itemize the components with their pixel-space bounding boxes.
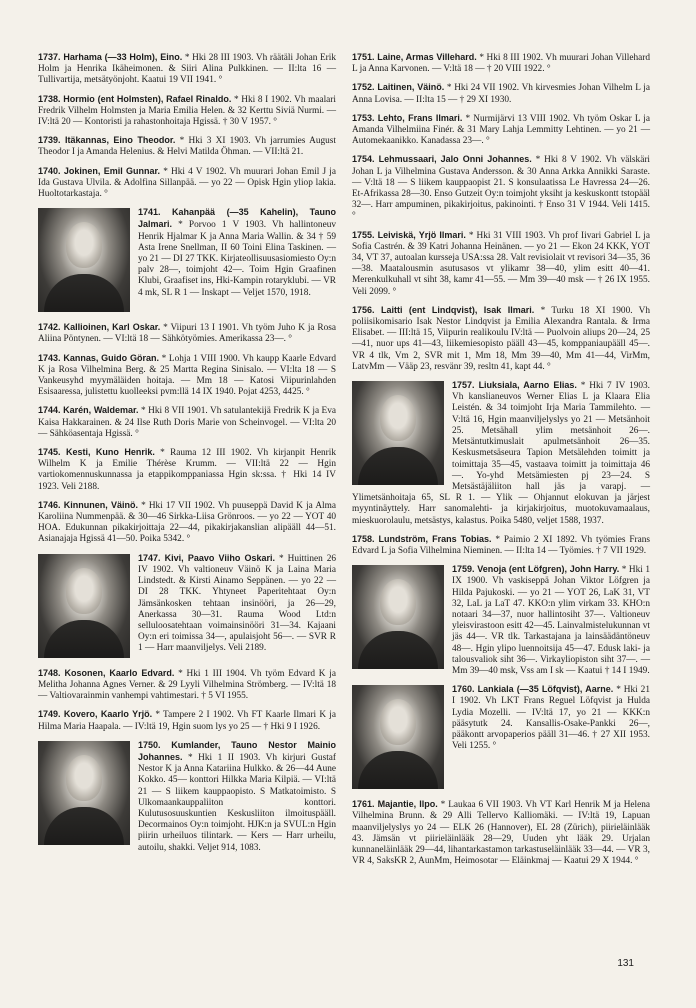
portrait-photo <box>352 685 444 789</box>
entry-name: 1752. Laitinen, Väinö. <box>352 82 445 93</box>
entry-name: 1744. Karén, Waldemar. <box>38 405 139 416</box>
biography-entry-1754 <box>352 154 650 222</box>
entry-text: * Turku 18 XI 1900. Vh poliisikomisario Isak Nestor Lindqvist ja Emilia Alexandra Rantala. & Irma Elisabet. — III:ltä 15, Viipurin realikoulu IV:ltä — Puolvoin aliups 20—24, 25—41, nuor ups 41—43, liikemiesopisto pääll 43—45, komppaniaupääll 45—. VR 4 tlk, Vm 2, SVR mit 1, Mm 18, Mm 39—40, Mm 41—44, VirMm, LatvMm — Vääp 23, resvänr 39, resltn 41, kapt 44. ° <box>352 305 651 372</box>
biography-entry-1760 <box>352 684 650 792</box>
biography-entry-1752 <box>352 82 650 105</box>
entry-text: * Tampere 2 I 1902. Vh FT Kaarle Ilmari K ja Hilma Maria Haapala. — IV:ltä 19, Hgin suom lys yo 25 — † Hki 9 I 1926. <box>38 710 336 732</box>
biography-entry-1742 <box>38 322 336 345</box>
entry-text: * Hki 8 III 1902. Vh muurari Johan Villehard L ja Anna Karvonen. — V:ltä 18 — † 20 VIII 1922. ° <box>352 53 650 75</box>
entry-text: * Hki 1 III 1904. Vh työm Edvard K ja Melitha Johanna Agnes Verner. & 29 Lyyli Vilhelmina Strömberg. — IV:ltä 18 — Valtiovarainmin vanhempi vahtimestari. † 5 VI 1955. <box>38 668 336 702</box>
entry-name: 1738. Hormio (ent Holmsten), Rafael Rinaldo. <box>38 93 232 104</box>
entry-name: 1753. Lehto, Frans Ilmari. <box>352 112 463 123</box>
portrait-photo <box>38 554 130 658</box>
entry-text: * Nurmijärvi 13 VIII 1902. Vh työm Oskar L ja Amanda Vilhelmiina Finér. & 31 Mary Lahja Lemmitty Lehtinen. — yo 21 — Automekaanikko. Kanadassa 23—. ° <box>352 113 650 147</box>
entry-name: 1737. Harhama (—33 Holm), Eino. <box>38 52 183 62</box>
portrait-photo <box>352 565 444 669</box>
entry-text: * Hki 8 I 1902. Vh maalari Fredrik Vilhelm Holmsten ja Maria Emilia Helen. & 32 Kerttu Siviä Nurmi. — IV:ltä 20 — Kontoristi ja rahastonhoitaja Hgissä. † 30 V 1957. ° <box>38 94 336 128</box>
entry-name: 1741. Kahanpää (—35 Kahelin), Tauno Jalmari. <box>138 207 336 230</box>
right-column <box>352 52 650 874</box>
biography-entry-1756 <box>352 305 650 373</box>
biography-entry-1740 <box>38 166 336 201</box>
biography-entry-1757 <box>352 380 650 527</box>
entry-name: 1755. Leiviskä, Yrjö Ilmari. <box>352 229 466 240</box>
biography-entry-1751 <box>352 52 650 75</box>
entry-name: 1757. Liuksiala, Aarno Elias. <box>452 380 577 391</box>
entry-text: * Hki 8 VII 1901. Vh satulantekijä Fredrik K ja Eva Kaisa Hakkarainen. & 24 Ilse Ruth Doris Marie von Scheinvogel. — VI:lta 20 — Sähköasentaja Hgissä. ° <box>38 406 336 439</box>
entry-name: 1748. Kosonen, Kaarlo Edvard. <box>38 667 175 678</box>
entry-text: * Hki 1 IX 1900. Vh vaskiseppä Johan Viktor Löfgren ja Hilda Pajukoski. — yo 21 — YOT 26, LaK 31, VT 32, LaL ja LaT 47. KKO:n ylim virkam 33. KHO:n notaari 34—37, nuor hallintosiht 37—. Valtioneuv yleisvirastoon esitt 42—45. Lainvalmistelukunnan vt jäs 44—. VR tlk. Tarkastajana ja lainsäädäntöneuv 48—. Hgin ylipo luennoitsija 45—47. Edusk laki- ja talousvaliok siht 36—. Virkayliopiston siht 37—. — Mm 39—40 msk, Vss am I sk — Kaatui † 14 I 1949. <box>452 565 650 676</box>
entry-text: * Hki 3 XI 1903. Vh jarrumies August Theodor I ja Amanda Helenius. & Helvi Matilda Öhman. — VII:ltä 21. <box>38 136 337 158</box>
biography-entry-1744 <box>38 405 336 440</box>
entry-name: 1745. Kesti, Kuno Henrik. <box>38 447 155 458</box>
portrait-photo <box>38 741 130 845</box>
biography-entry-1748 <box>38 668 336 703</box>
biography-entry-1739 <box>38 135 336 158</box>
entry-name: 1750. Kumlander, Tauno Nestor Mainio Johannes. <box>138 739 336 762</box>
entry-name: 1747. Kivi, Paavo Viiho Oskari. <box>138 552 276 563</box>
entry-name: 1759. Venoja (ent Löfgren), John Harry. <box>452 564 620 575</box>
biography-entry-1738 <box>38 94 336 129</box>
biography-entry-1750 <box>38 740 336 854</box>
entry-name: 1739. Itäkannas, Eino Theodor. <box>38 135 176 146</box>
entry-name: 1760. Lankiala (—35 Löfqvist), Aarne. <box>452 684 614 695</box>
left-column <box>38 52 336 861</box>
entry-text: * Paimio 2 XI 1892. Vh työmies Frans Edvard L ja Sofia Vilhelmina Nieminen. — II:lta 14 — Työmies. † 7 VII 1929. <box>352 534 650 556</box>
entry-name: 1758. Lundström, Frans Tobias. <box>352 533 492 544</box>
entry-text: * Hki 7 IV 1903. Vh kanslianeuvos Werner Elias L ja Klaara Elia Leistén. & 34 toimjoht Irja Maria Tammilehto. — V:ltä 16, Hgin maanviljelyslys yo 21 — Metsänhoit 25. Metsähall ylim metsänhoit 26—. Metsäntutkimuslait apulmetsänhoit 26—35. Keskusmetsäseura Tapion Metsälehden toimitt ja toimittaja 35—45, vastaava toimitt ja toimittaja 46—. Yo-yhd Metsämiesten pj 23—24. S Metsästäjäliiton hall jäs ja varapj. — Ylimetsänhoitaja 65, SL R 1. — Ylik — Ohjannut elokuvan ja järjest myyntinäyttely. Harr sanomalehti- ja kirjakirjoitus, muotokuvamaalaus, mieskuorolaulu, metsästys, kalastus. Poika 5480, veljet 1588, 1937. <box>352 381 650 526</box>
entry-text: * Lohja 1 VIII 1900. Vh kaupp Kaarle Edvard K ja Rosa Vilhelmina Berg. & 25 Martta Regina Sinisalo. — VI:lta 18 — S Vankeusyhd myymäläiden hoitaja. — Mm 18 — Katosi Viipurinlahden Esisaaressa, julistettu kuolleeksi pvm:llä 14 IX 1940. Pojat 4253, 4425. ° <box>38 353 336 398</box>
biography-entry-1755 <box>352 230 650 298</box>
biography-entry-1759 <box>352 564 650 677</box>
entry-text: * Hki 24 VII 1902. Vh kirvesmies Johan Vilhelm L ja Anna Lovisa. — II:lta 15 — † 29 XI 1930. <box>352 83 651 105</box>
entry-text: * Rauma 12 III 1902. Vh kirjanpit Henrik Wilhelm K ja Emilie Thérèse Krumm. — VII:ltä 22 — Hgin vartiokomennuskunnassa ja etappikomppaniassa Hgin sk:ssa. † Hki 14 IV 1923. Veli 2188. <box>38 448 337 492</box>
entry-name: 1740. Jokinen, Emil Gunnar. <box>38 165 161 176</box>
entry-text: * Huittinen 26 IV 1902. Vh valtioneuv Väinö K ja Laina Maria Lindstedt. & Kirsti Ainamo Seppänen. — yo 22 — DI 28 TKK. Yhtyneet Paperitehtaat Oy:n Jämsänkosken tehtaan insinööri, ja 26—29, Anerkassa 30—31. Rauma Wood Ltd:n selluloosatehtaan voimainsinööri 31—34. Kajaani Oy:n eri toimissa 34—, apulaisjoht 56—. — SVR R 1 — Harr maanviljelys. Veli 2189. <box>138 553 337 654</box>
biography-entry-1746 <box>38 500 336 546</box>
page-number: 131 <box>617 958 634 969</box>
entry-name: 1756. Laitti (ent Lindqvist), Isak Ilmari. <box>352 304 535 315</box>
entry-name: 1742. Kallioinen, Karl Oskar. <box>38 322 161 333</box>
entry-name: 1751. Laine, Armas Villehard. <box>352 52 477 62</box>
entry-text: * Porvoo 1 V 1903. Vh hallintoneuv Henrik Hjalmar K ja Anna Maria Wallin. & 34 † 59 Asta Irene Snellman, II 60 Toini Elina Taskinen. — yo 21 — DI 27 TKK. Kirjateollisuusasiomiesto Oy:n palv 28—, toimjoht 42—. Toim Hgin Graafinen Klubi, Graafiset ins, Hki-Kampin rotaryklubi. — VR 4 mk, SL R 1 — Inskapt — Veljet 1570, 1918. <box>138 220 336 298</box>
biography-entry-1758 <box>352 534 650 557</box>
portrait-photo <box>38 208 130 312</box>
biography-entry-1741 <box>38 207 336 315</box>
entry-name: 1749. Kovero, Kaarlo Yrjö. <box>38 709 153 720</box>
entry-text: * Hki 21 I 1902. Vh LKT Frans Reguel Löfqvist ja Hulda Lydia Mozelli. — IV:ltä 17, yo 21 — KKK:n pääsytutk 24. Kansallis-Osake-Pankki 26—, pääkontt arvopaperios pääll 31—46. † 27 XII 1953. Veli 1255. ° <box>452 685 650 752</box>
entry-name: 1746. Kinnunen, Väinö. <box>38 499 139 510</box>
entry-name: 1761. Majantie, Ilpo. <box>352 799 438 810</box>
entry-text: * Hki 31 VIII 1903. Vh prof Iivari Gabriel L ja Sofia Castrén. & 39 Katri Johanna Heinänen. — yo 21 — Ekon 24 KKK, YOT 34, VT 37, autoalan kursseja USA:ssa 28. Valt revisiolait vt revisori 34—35, 36—38. Maatalousmin asutusasos vt ylikamr 38—40, ylim esitt 40—41. Merenkulkuhall vt siht 38, kamr 41—55. — Mm 39—40 msk — † 26 IX 1955. Veli 2099. ° <box>352 230 651 297</box>
biography-entry-1745 <box>38 447 336 493</box>
biography-entry-1737 <box>38 52 336 87</box>
entry-text: * Hki 1 II 1903. Vh kirjuri Gustaf Nestor K ja Anna Katariina Hulkko. & 26—44 Aune Kokko. 45— konttori Hilkka Maria Kilpiä. — VI:ltä 21 — S liikem kauppaopisto. S Matkatoimisto. S Ulkomaankauppaliiton konttori. Kulutusosuuskuntien Keskusliiton ilmoituspääll. Decormainos Oy:n toimjoht. HJK:n ja SVUL:n Hgin piirin urheiluos tilintark. — Kers — Harr urheilu, autoilu, shakki. Veljet 914, 1083. <box>138 752 337 853</box>
biography-entry-1749 <box>38 709 336 732</box>
entry-name: 1754. Lehmussaari, Jalo Onni Johannes. <box>352 154 532 165</box>
biography-entry-1743 <box>38 353 336 399</box>
entry-text: * Hki 17 VII 1902. Vh puuseppä David K ja Alma Karoliina Nummenpää. & 30—46 Sirkka-Liisa Grönroos. — yo 22 — YOT 40 HOA. Edukunnan pikakirjoittaja 22—44, pikakirjakanslian alipääll 44—51. Asianajaja Hgissä 41—50. Poika 5342. ° <box>38 500 336 545</box>
entry-text: * Hki 8 V 1902. Vh välskäri Johan L ja Vilhelmina Gustava Andersson. & 30 Anna Arkka Annikki Saraste. — V:ltä 18 — S liikem kauppaopist 21. S konsulaatissa Le Havressa 24—26. Et-Afrikassa 28—30. Enso Gutzeit Oy:n toimjoht yksiht ja keskuskontt tstopääl 32—. Harr ampuminen, pikakirjoitus, pakinointi. † Enso 31 V 1944. Veli 1415. ° <box>352 155 650 222</box>
entry-text: * Viipuri 13 I 1901. Vh työm Juho K ja Rosa Aliina Pöntynen. — VI:ltä 18 — Sähkötyömies. Amerikassa 23—. ° <box>38 323 337 345</box>
portrait-photo <box>352 381 444 485</box>
biography-entry-1753 <box>352 113 650 148</box>
biography-entry-1761 <box>352 799 650 867</box>
biography-entry-1747 <box>38 553 336 661</box>
entry-text: * Laukaa 6 VII 1903. Vh VT Karl Henrik M ja Helena Vilhelmina Brunn. & 29 Alli Tellervo Kalliomäki. — IV:ltä 19, Lapuan maanviljelyslys yo 24 — ELK 26 (Hannover), EL 28 (Zürich), piirieläinlääk 43. Jämsän vt piirieläinlääk 28—29, Uuden yht lääk 29. Urjalan kunnaneläinlääk 29—44, lihantarkastamon tarkastuseläinlääk 33—44. — VR 3, VR 4, SaksKR 2, AunMm, Heimosotar — Eläinkmaj — Kaatui 29 X 1944. ° <box>352 800 651 867</box>
entry-name: 1743. Kannas, Guido Göran. <box>38 352 159 363</box>
entry-text: * Hki 28 III 1903. Vh räätäli Johan Erik Holm ja Henrika Ikäheimonen. & Siiri Alina Pulkkinen. — II:lta 16 — Tullivartija, metsätyönjoht. Kaatui 19 VII 1941. ° <box>38 53 337 86</box>
entry-text: * Hki 4 V 1902. Vh muurari Johan Emil J ja Ida Gustava Ulvila. & Adolfina Sillanpää. — yo 22 — Opisk Hgin yliop lakia. Huoltotarkastaja. ° <box>38 166 337 200</box>
